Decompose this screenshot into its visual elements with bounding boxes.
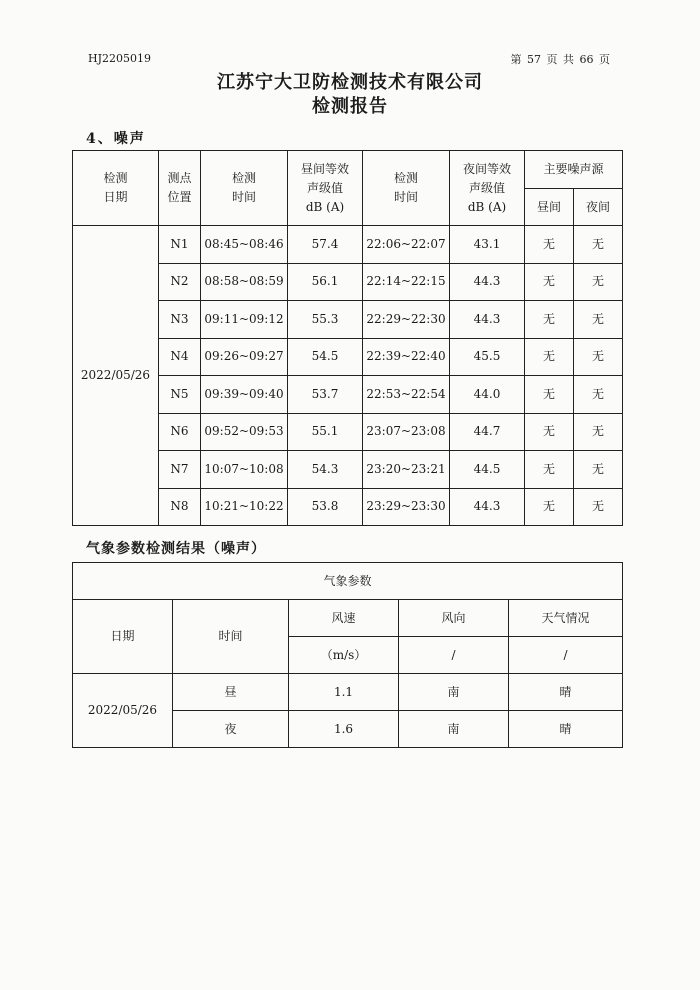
weather-unit-wind-direction: / [399, 637, 509, 674]
point-cell: N2 [159, 263, 201, 301]
point-cell: N6 [159, 413, 201, 451]
header-night-level: 夜间等效 声级值 dB (A) [450, 151, 525, 226]
wind-direction-cell: 南 [399, 674, 509, 711]
night-time-cell: 22:29~22:30 [363, 301, 450, 339]
source-day-cell: 无 [525, 338, 574, 376]
day-level-cell: 53.8 [288, 488, 363, 526]
night-level-cell: 44.3 [450, 263, 525, 301]
point-cell: N7 [159, 451, 201, 489]
day-time-cell: 10:21~10:22 [201, 488, 288, 526]
point-cell: N5 [159, 376, 201, 414]
weather-caption: 气象参数 [73, 563, 623, 600]
night-level-cell: 44.3 [450, 488, 525, 526]
day-time-cell: 08:58~08:59 [201, 263, 288, 301]
source-night-cell: 无 [574, 376, 623, 414]
source-day-cell: 无 [525, 226, 574, 264]
day-level-cell: 55.3 [288, 301, 363, 339]
source-day-cell: 无 [525, 451, 574, 489]
wind-direction-cell: 南 [399, 711, 509, 748]
day-time-cell: 09:52~09:53 [201, 413, 288, 451]
day-time-cell: 08:45~08:46 [201, 226, 288, 264]
source-night-cell: 无 [574, 338, 623, 376]
header-day-level: 昼间等效 声级值 dB (A) [288, 151, 363, 226]
header-night-time: 检测 时间 [363, 151, 450, 226]
source-night-cell: 无 [574, 226, 623, 264]
company-name: 江苏宁大卫防检测技术有限公司 [217, 72, 483, 93]
wind-speed-cell: 1.1 [289, 674, 399, 711]
night-level-cell: 44.5 [450, 451, 525, 489]
night-level-cell: 43.1 [450, 226, 525, 264]
night-time-cell: 22:39~22:40 [363, 338, 450, 376]
source-day-cell: 无 [525, 376, 574, 414]
weather-unit-conditions: / [509, 637, 623, 674]
source-night-cell: 无 [574, 451, 623, 489]
night-time-cell: 23:07~23:08 [363, 413, 450, 451]
weather-header-wind-direction: 风向 [399, 600, 509, 637]
source-day-cell: 无 [525, 413, 574, 451]
point-cell: N4 [159, 338, 201, 376]
point-cell: N8 [159, 488, 201, 526]
weather-header-conditions: 天气情况 [509, 600, 623, 637]
table-row [73, 226, 623, 264]
header-date: 检测 日期 [73, 151, 159, 226]
point-cell: N3 [159, 301, 201, 339]
weather-header-wind-speed: 风速 [289, 600, 399, 637]
day-level-cell: 54.5 [288, 338, 363, 376]
source-day-cell: 无 [525, 488, 574, 526]
header-point: 测点 位置 [159, 151, 201, 226]
weather-time-cell: 夜 [173, 711, 289, 748]
header-main-source: 主要噪声源 [525, 151, 623, 189]
night-time-cell: 22:06~22:07 [363, 226, 450, 264]
day-time-cell: 09:26~09:27 [201, 338, 288, 376]
section-heading-noise: 4、噪声 [86, 131, 146, 147]
wind-speed-cell: 1.6 [289, 711, 399, 748]
weather-parameters-table [72, 562, 623, 748]
night-time-cell: 23:29~23:30 [363, 488, 450, 526]
weather-header-time: 时间 [173, 600, 289, 674]
table-header-row [73, 151, 623, 189]
source-day-cell: 无 [525, 263, 574, 301]
page-counter: 第 57 页 共 66 页 [510, 53, 610, 66]
section-heading-weather: 气象参数检测结果（噪声） [86, 541, 266, 557]
weather-header-date: 日期 [73, 600, 173, 674]
night-time-cell: 22:14~22:15 [363, 263, 450, 301]
source-night-cell: 无 [574, 263, 623, 301]
point-cell: N1 [159, 226, 201, 264]
date-cell: 2022/05/26 [73, 226, 159, 526]
source-night-cell: 无 [574, 413, 623, 451]
night-level-cell: 44.3 [450, 301, 525, 339]
day-level-cell: 57.4 [288, 226, 363, 264]
source-night-cell: 无 [574, 488, 623, 526]
weather-condition-cell: 晴 [509, 711, 623, 748]
day-time-cell: 09:39~09:40 [201, 376, 288, 414]
weather-condition-cell: 晴 [509, 674, 623, 711]
report-id: HJ2205019 [88, 52, 151, 65]
header-day-time: 检测 时间 [201, 151, 288, 226]
weather-time-cell: 昼 [173, 674, 289, 711]
source-night-cell: 无 [574, 301, 623, 339]
source-day-cell: 无 [525, 301, 574, 339]
table-row [73, 674, 623, 711]
day-level-cell: 53.7 [288, 376, 363, 414]
day-time-cell: 09:11~09:12 [201, 301, 288, 339]
day-level-cell: 54.3 [288, 451, 363, 489]
document-title: 检测报告 [312, 96, 388, 117]
day-level-cell: 56.1 [288, 263, 363, 301]
night-time-cell: 23:20~23:21 [363, 451, 450, 489]
night-time-cell: 22:53~22:54 [363, 376, 450, 414]
day-time-cell: 10:07~10:08 [201, 451, 288, 489]
night-level-cell: 44.0 [450, 376, 525, 414]
weather-date-cell: 2022/05/26 [73, 674, 173, 748]
night-level-cell: 44.7 [450, 413, 525, 451]
noise-results-table [72, 150, 623, 526]
header-source-day: 昼间 [525, 189, 574, 226]
night-level-cell: 45.5 [450, 338, 525, 376]
header-source-night: 夜间 [574, 189, 623, 226]
weather-unit-wind-speed: （m/s） [289, 637, 399, 674]
day-level-cell: 55.1 [288, 413, 363, 451]
